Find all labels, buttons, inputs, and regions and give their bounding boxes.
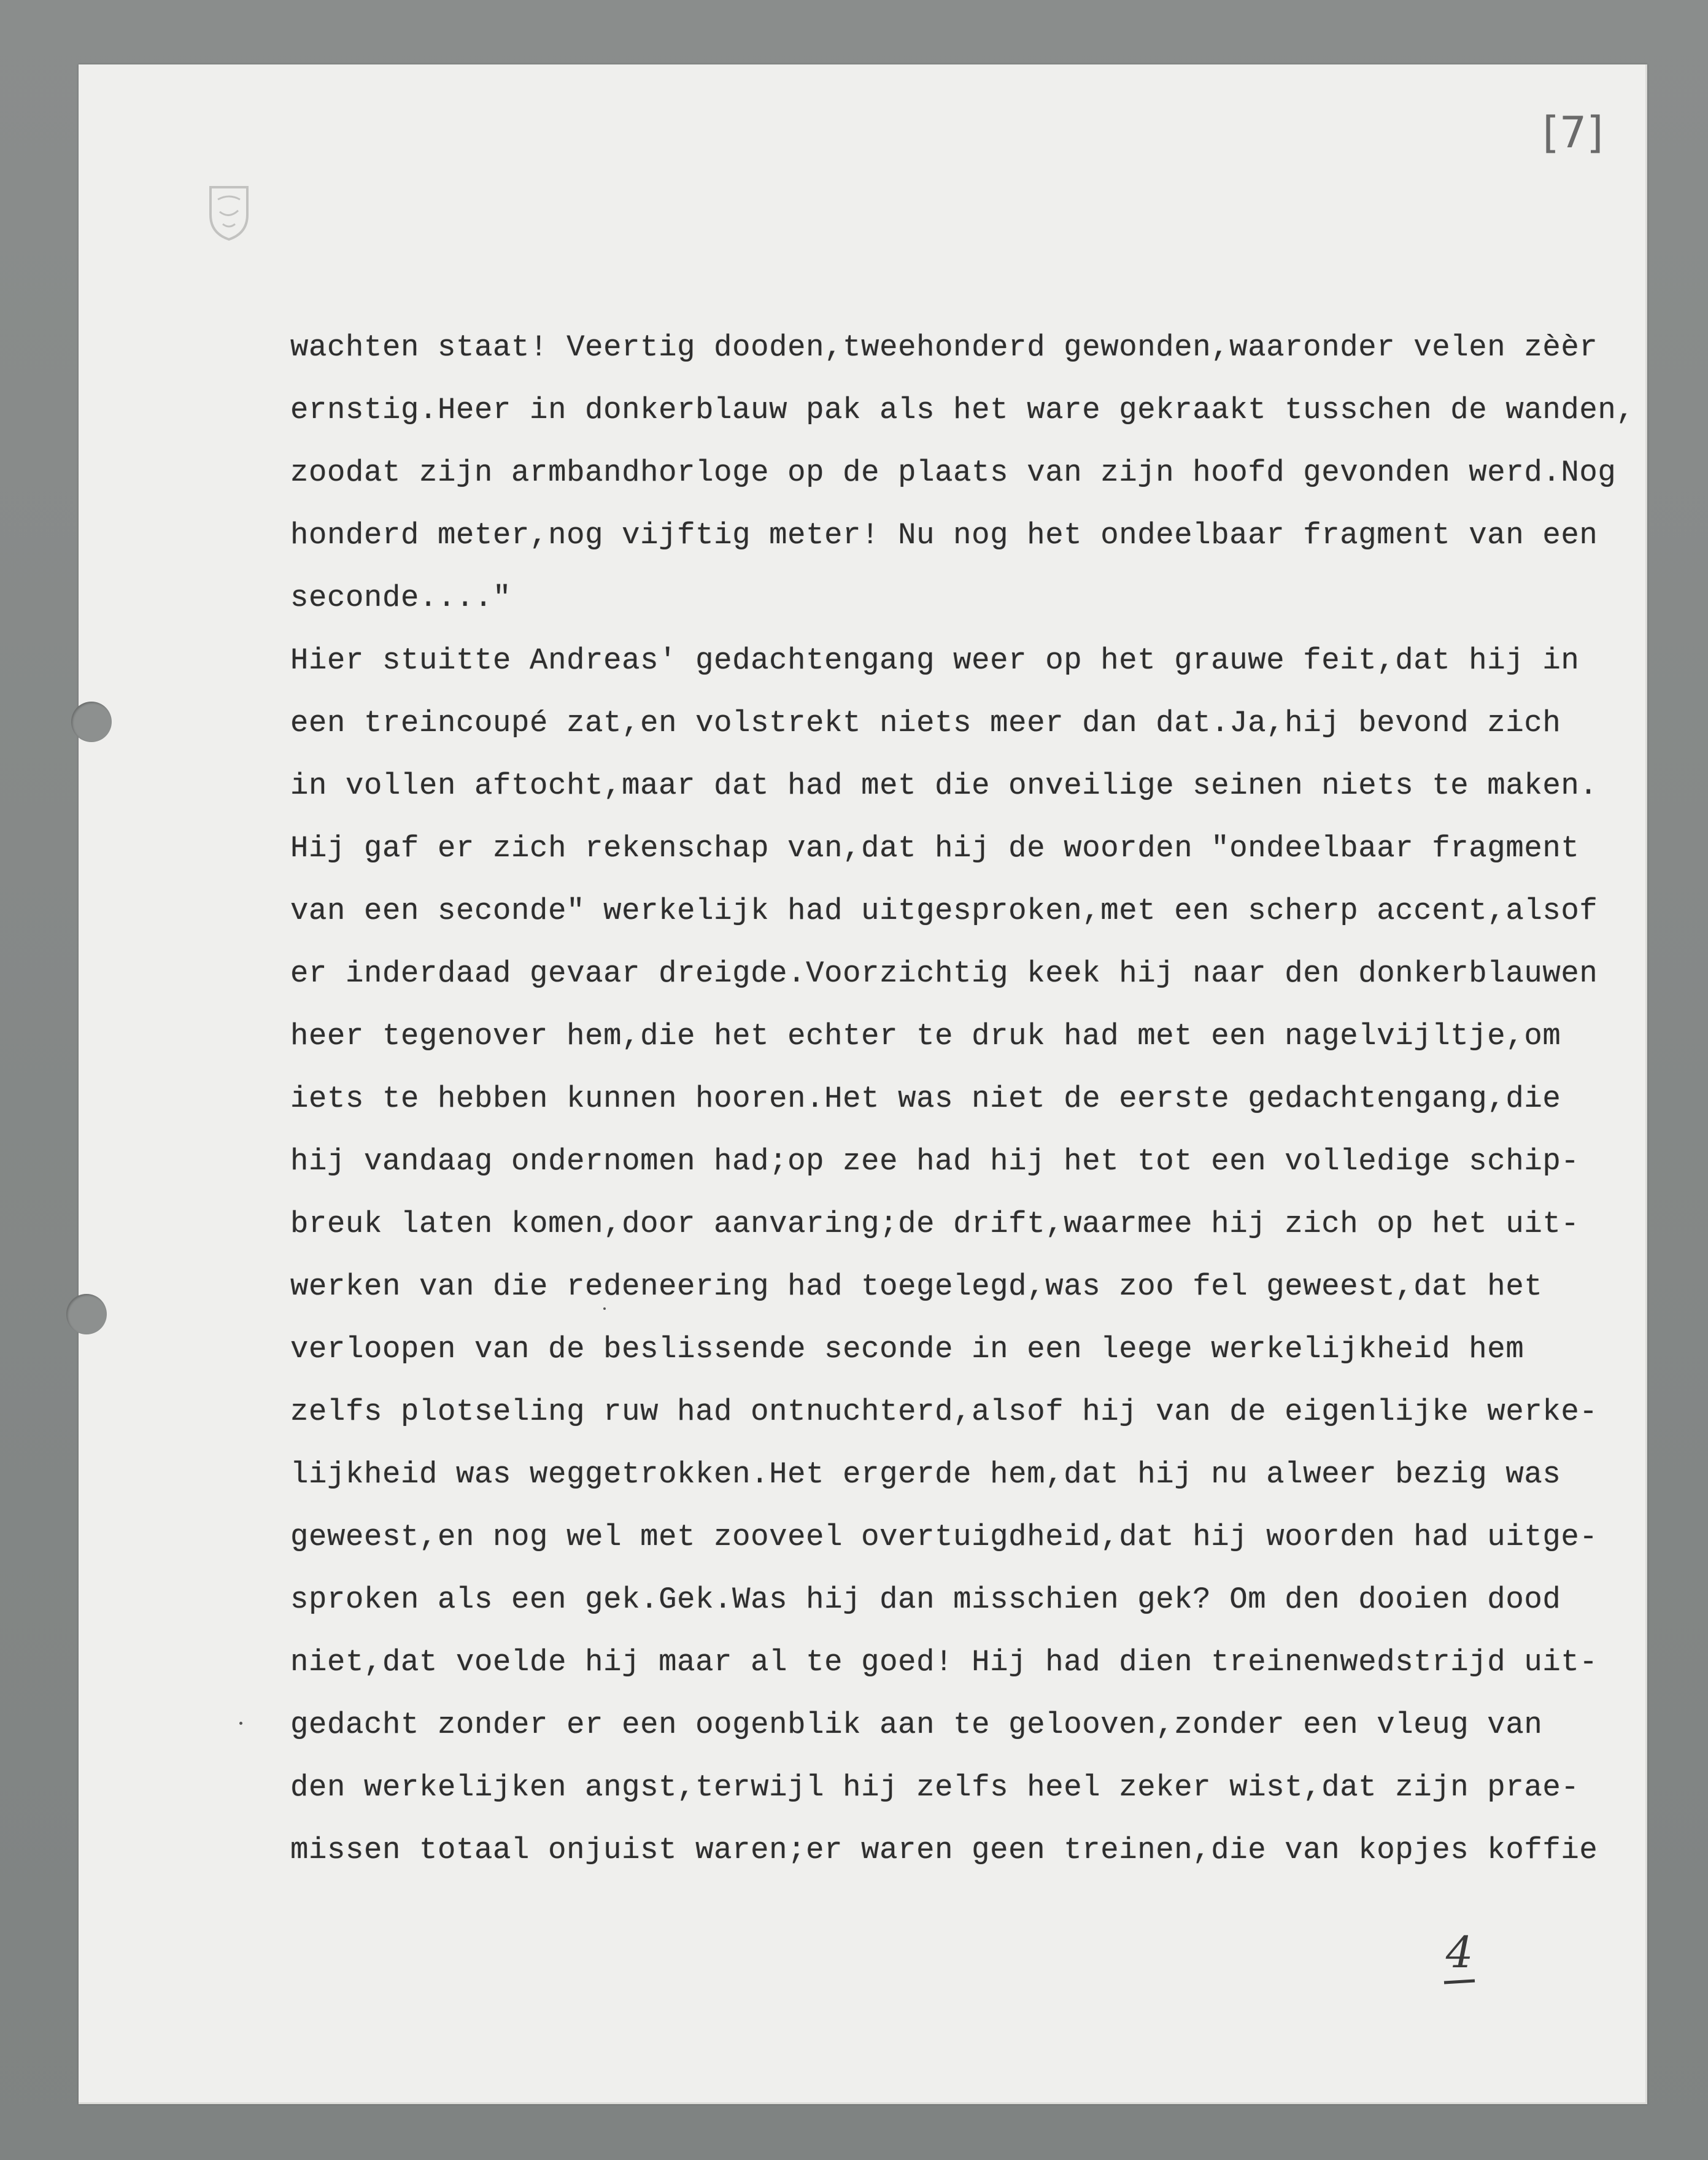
punch-hole xyxy=(71,702,112,742)
text-line: werken van die redeneering had toegelegd,was zoo fel geweest,dat het xyxy=(290,1269,1543,1304)
text-line: honderd meter,nog vijftig meter! Nu nog het ondeelbaar fragment van een xyxy=(290,518,1598,552)
paper-speck xyxy=(603,1307,606,1310)
page-number-text: 4 xyxy=(1445,1927,1474,1978)
text-line: Hier stuitte Andreas' gedachtengang weer op het grauwe feit,dat hij in xyxy=(290,643,1580,678)
text-line: niet,dat voelde hij maar al te goed! Hij had dien treinenwedstrijd uit- xyxy=(290,1645,1598,1679)
text-line: wachten staat! Veertig dooden,tweehonderd gewonden,waaronder velen zèèr xyxy=(290,330,1598,365)
handwritten-page-number xyxy=(1438,1924,1481,1992)
text-line: geweest,en nog wel met zooveel overtuigdheid,dat hij woorden had uitge- xyxy=(290,1520,1598,1554)
text-line: heer tegenover hem,die het echter te druk had met een nagelvijltje,om xyxy=(290,1019,1561,1053)
text-line: een treincoupé zat,en volstrekt niets meer dan dat.Ja,hij bevond zich xyxy=(290,706,1561,740)
archive-number xyxy=(1521,101,1625,169)
text-line: in vollen aftocht,maar dat had met die onveilige seinen niets te maken. xyxy=(290,768,1598,803)
archive-stamp-icon xyxy=(204,181,253,242)
text-line: seconde...." xyxy=(290,581,512,615)
body-text xyxy=(290,316,1640,1881)
paper-speck xyxy=(239,1722,242,1725)
typewritten-page xyxy=(79,64,1647,2104)
text-line: van een seconde" werkelijk had uitgesproken,met een scherp accent,alsof xyxy=(290,894,1598,928)
text-line: missen totaal onjuist waren;er waren geen treinen,die van kopjes koffie xyxy=(290,1833,1598,1867)
text-line: Hij gaf er zich rekenschap van,dat hij de woorden "ondeelbaar fragment xyxy=(290,831,1580,865)
text-line: den werkelijken angst,terwijl hij zelfs heel zeker wist,dat zijn prae- xyxy=(290,1770,1580,1805)
text-line: ernstig.Heer in donkerblauw pak als het ware gekraakt tusschen de wanden, xyxy=(290,393,1635,427)
text-line: gedacht zonder er een oogenblik aan te gelooven,zonder een vleug van xyxy=(290,1708,1543,1742)
text-line: iets te hebben kunnen hooren.Het was niet de eerste gedachtengang,die xyxy=(290,1082,1561,1116)
page-number-underline xyxy=(1444,1981,1475,1983)
punch-hole xyxy=(66,1294,107,1334)
archive-number-text: [7] xyxy=(1542,107,1604,158)
text-line: er inderdaad gevaar dreigde.Voorzichtig keek hij naar den donkerblauwen xyxy=(290,956,1598,991)
text-line: hij vandaag ondernomen had;op zee had hij het tot een volledige schip- xyxy=(290,1144,1580,1179)
text-line: sproken als een gek.Gek.Was hij dan misschien gek? Om den dooien dood xyxy=(290,1582,1561,1617)
text-line: breuk laten komen,door aanvaring;de drift,waarmee hij zich op het uit- xyxy=(290,1207,1580,1241)
text-line: lijkheid was weggetrokken.Het ergerde hem,dat hij nu alweer bezig was xyxy=(290,1457,1561,1492)
text-line: zoodat zijn armbandhorloge op de plaats van zijn hoofd gevonden werd.Nog xyxy=(290,455,1617,490)
text-line: zelfs plotseling ruw had ontnuchterd,alsof hij van de eigenlijke werke- xyxy=(290,1395,1598,1429)
text-line: verloopen van de beslissende seconde in een leege werkelijkheid hem xyxy=(290,1332,1524,1366)
